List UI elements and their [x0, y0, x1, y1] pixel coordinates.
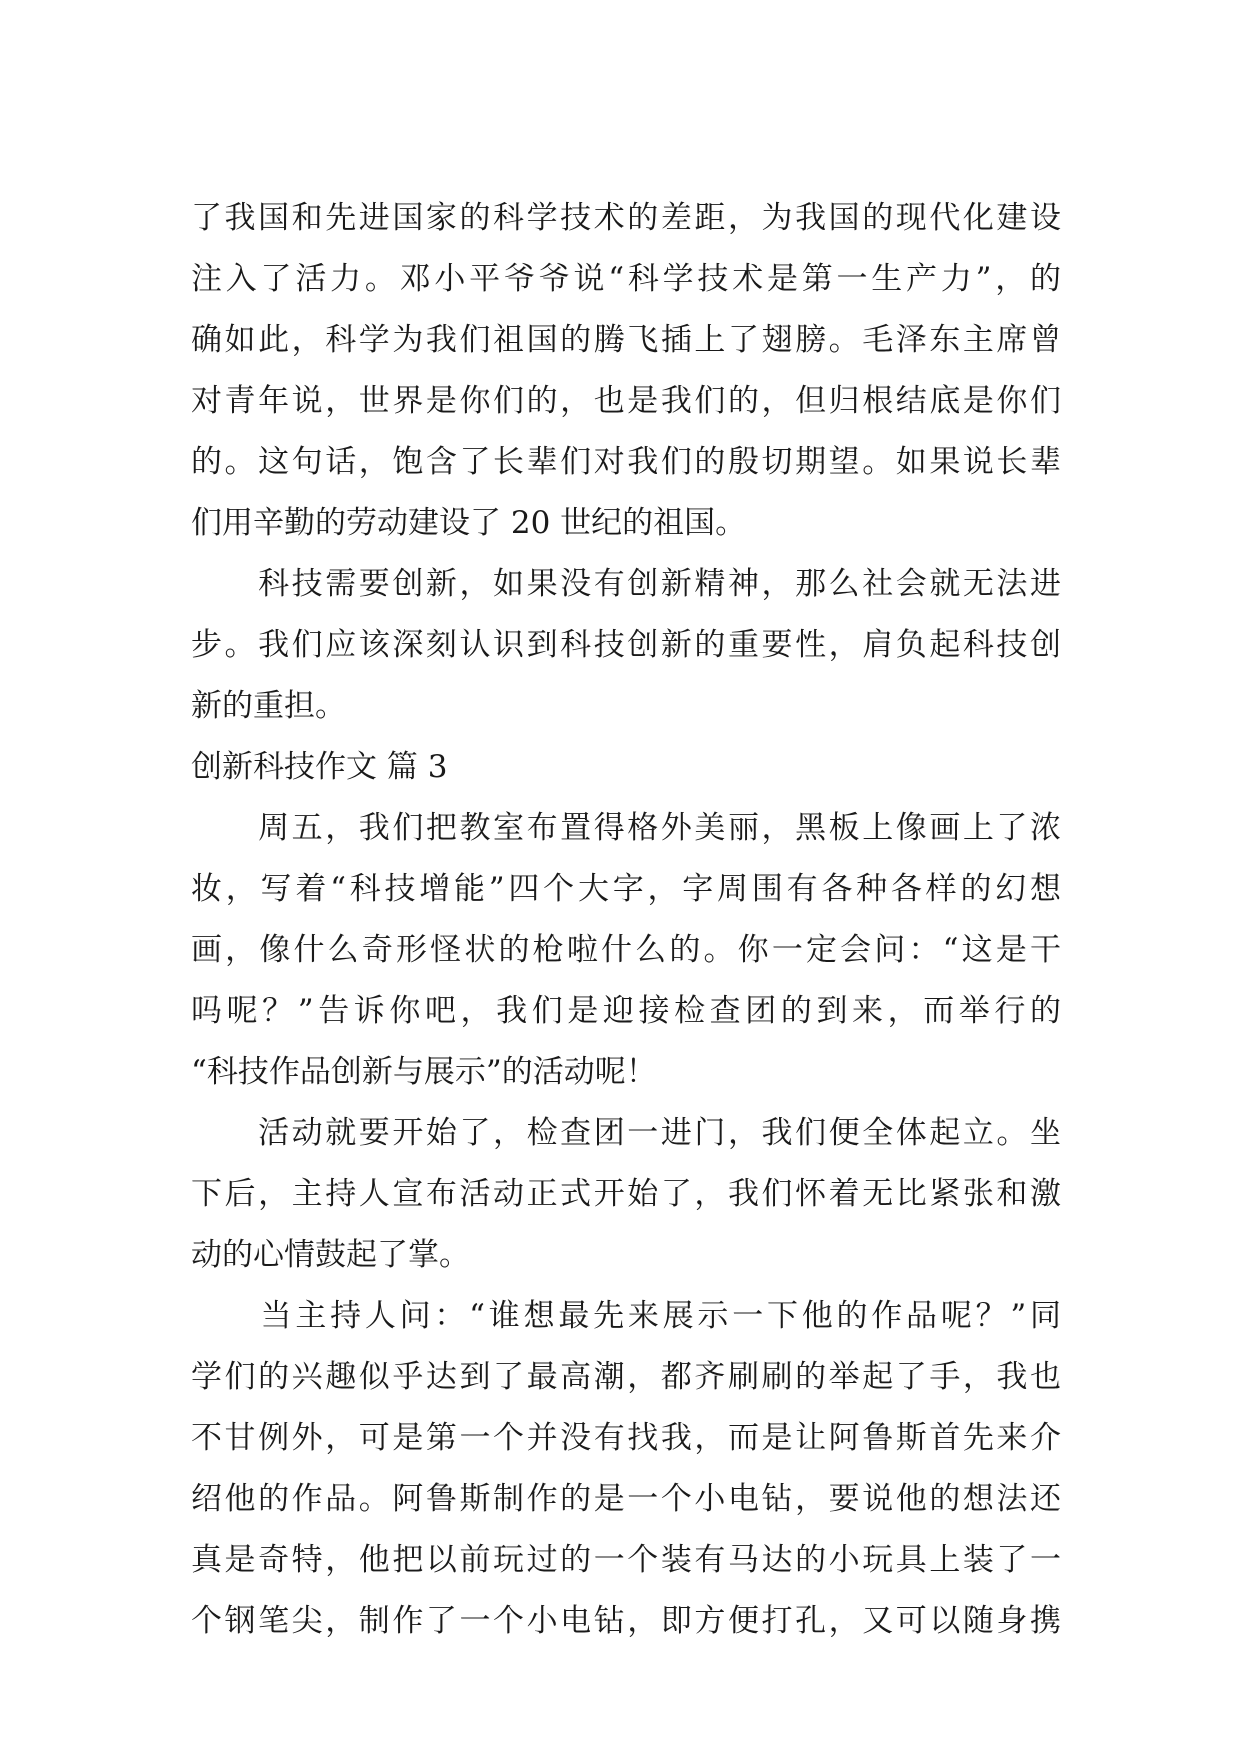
text-line: 妆，写着“科技增能”四个大字，字周围有各种各样的幻想 [191, 871, 1061, 907]
text-line: 画，像什么奇形怪状的枪啦什么的。你一定会问：“这是干 [191, 932, 1061, 968]
paragraph-3 [191, 798, 1061, 1103]
text-line: 步。我们应该深刻认识到科技创新的重要性，肩负起科技创 [191, 627, 1061, 663]
paragraph-4 [191, 1103, 1061, 1286]
text-line: 吗呢？”告诉你吧，我们是迎接检查团的到来，而举行的 [191, 993, 1061, 1029]
paragraph-1 [191, 188, 1061, 554]
text-line: 的。这句话，饱含了长辈们对我们的殷切期望。如果说长辈 [191, 444, 1061, 480]
text-line: 周五，我们把教室布置得格外美丽，黑板上像画上了浓 [191, 810, 1061, 846]
text-line: “科技作品创新与展示”的活动呢！ [191, 1054, 657, 1090]
paragraph-5 [191, 1286, 1061, 1652]
text-line: 了我国和先进国家的科学技术的差距，为我国的现代化建设 [191, 200, 1061, 236]
text-line: 对青年说，世界是你们的，也是我们的，但归根结底是你们 [191, 383, 1061, 419]
text-line: 确如此，科学为我们祖国的腾飞插上了翅膀。毛泽东主席曾 [191, 322, 1061, 358]
text-line: 注入了活力。邓小平爷爷说“科学技术是第一生产力”，的 [191, 261, 1061, 297]
text-line: 们用辛勤的劳动建设了 20 世纪的祖国。 [191, 505, 747, 541]
text-line: 下后，主持人宣布活动正式开始了，我们怀着无比紧张和激 [191, 1176, 1061, 1212]
text-line: 绍他的作品。阿鲁斯制作的是一个小电钻，要说他的想法还 [191, 1481, 1061, 1517]
paragraph-2 [191, 554, 1061, 737]
text-line: 不甘例外，可是第一个并没有找我，而是让阿鲁斯首先来介 [191, 1420, 1061, 1456]
text-line: 活动就要开始了，检查团一进门，我们便全体起立。坐 [191, 1115, 1061, 1151]
text-line: 当主持人问：“谁想最先来展示一下他的作品呢？”同 [191, 1298, 1061, 1334]
text-line: 科技需要创新，如果没有创新精神，那么社会就无法进 [191, 566, 1061, 602]
text-line: 学们的兴趣似乎达到了最高潮，都齐刷刷的举起了手，我也 [191, 1359, 1061, 1395]
text-line: 新的重担。 [191, 688, 346, 724]
text-line: 动的心情鼓起了掌。 [191, 1237, 470, 1273]
text-line: 真是奇特，他把以前玩过的一个装有马达的小玩具上装了一 [191, 1542, 1061, 1578]
document-body [191, 188, 1061, 1652]
text-line: 个钢笔尖，制作了一个小电钻，即方便打孔，又可以随身携 [191, 1603, 1061, 1639]
section-heading: 创新科技作文 篇 3 [191, 749, 448, 785]
